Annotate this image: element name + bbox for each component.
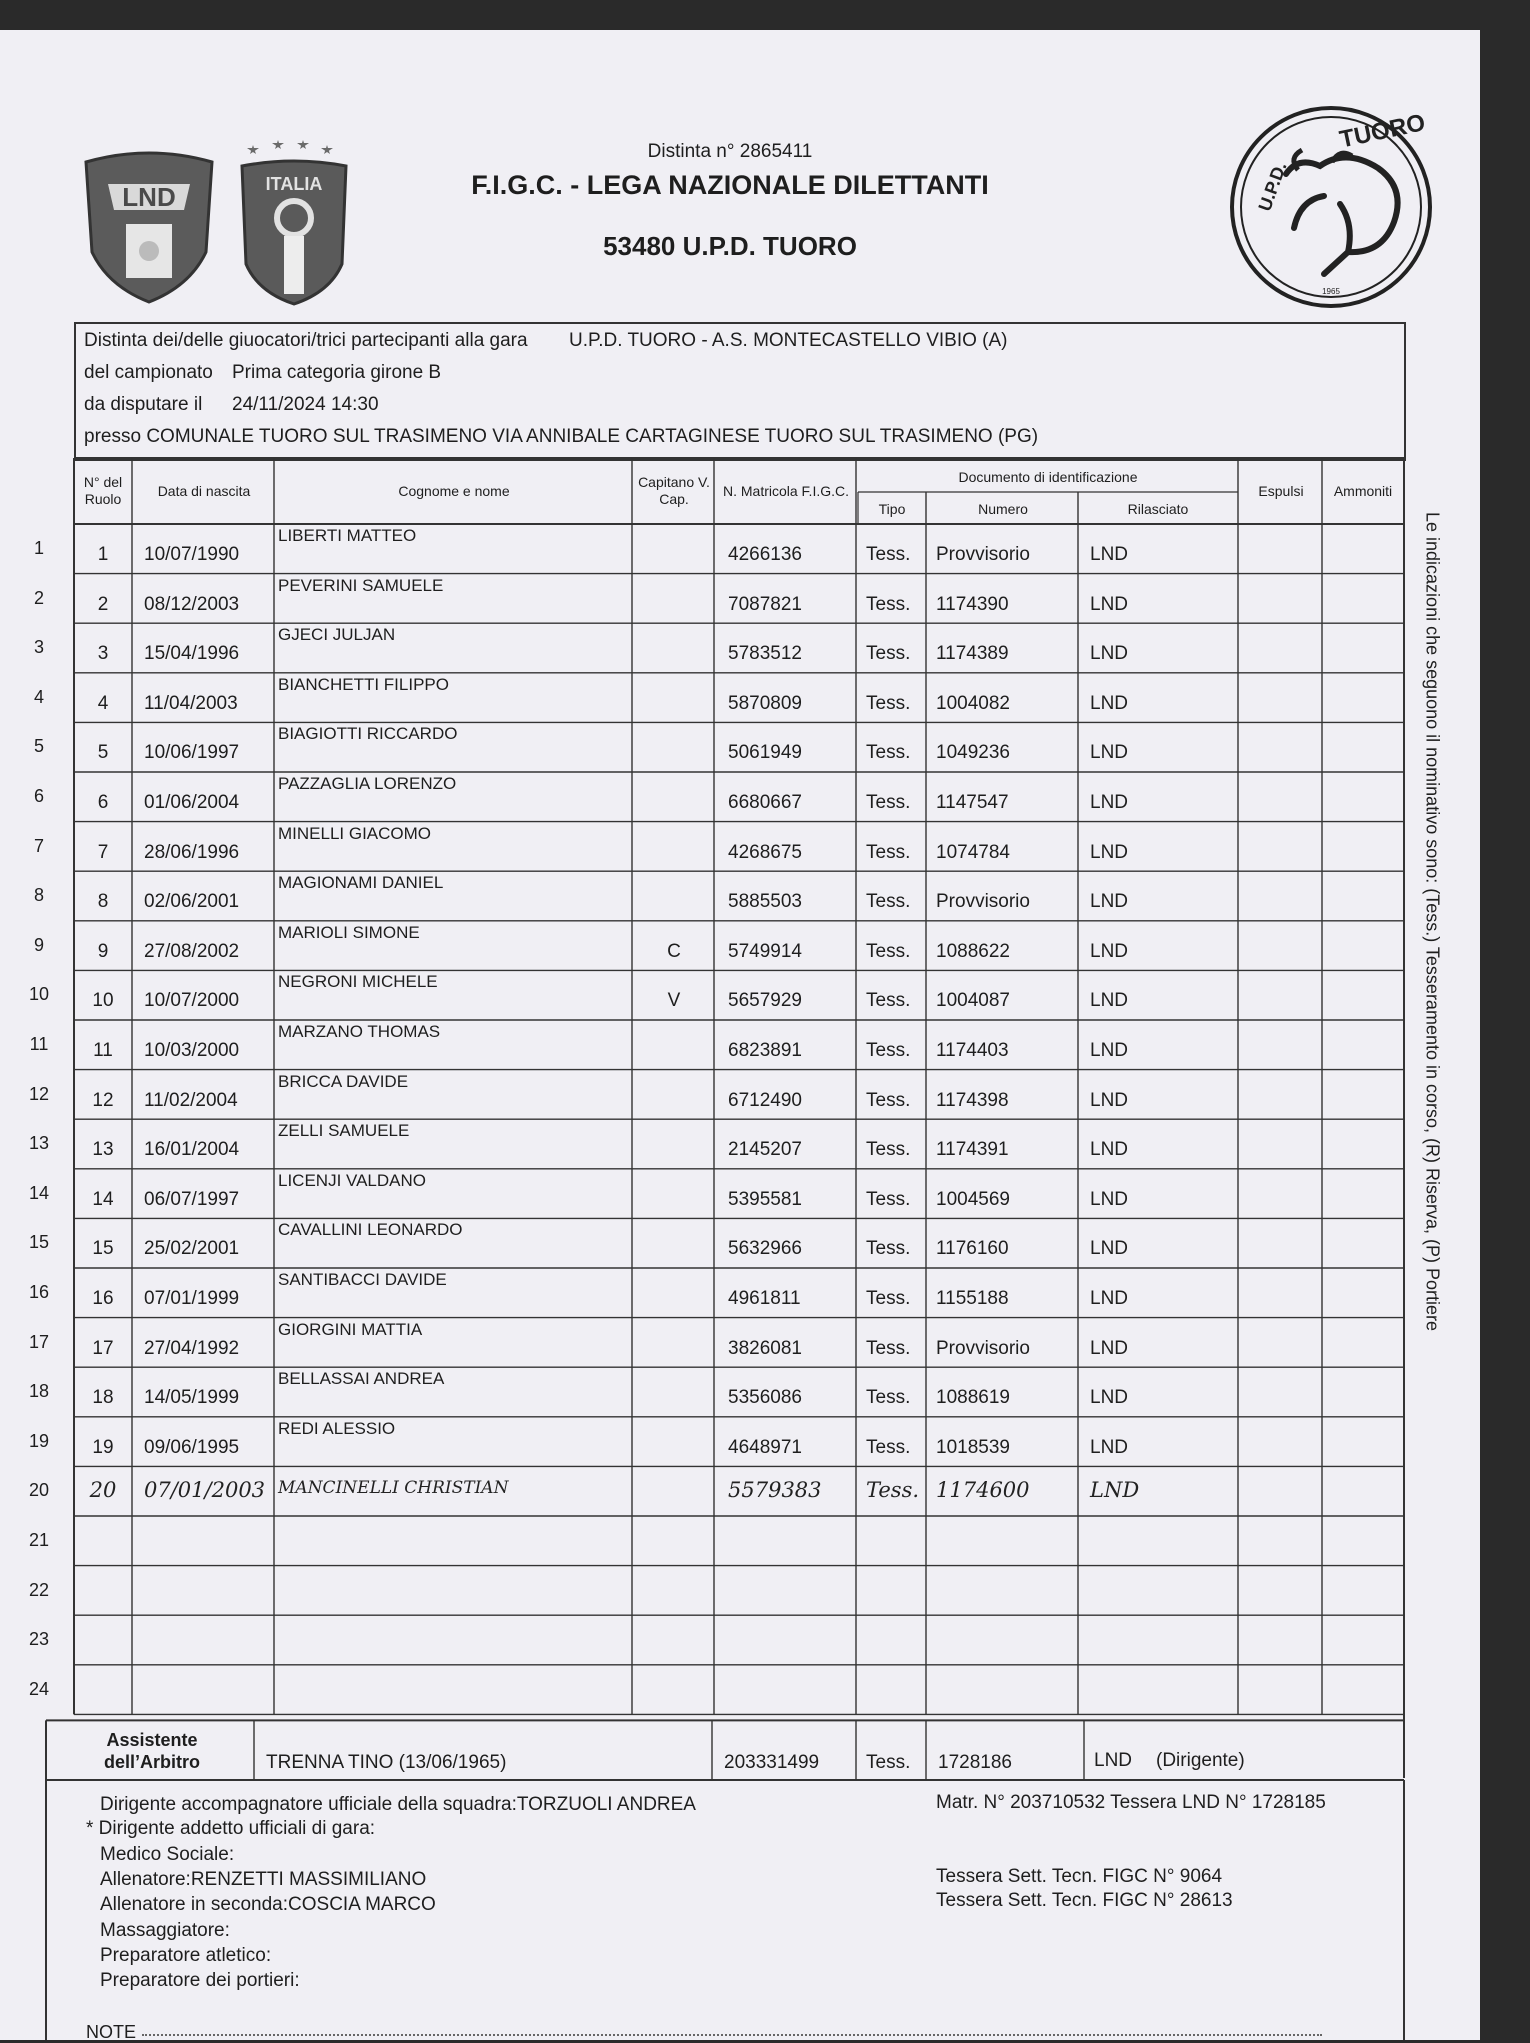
player-ruolo: 3 <box>97 643 109 665</box>
player-nome: ZELLI SAMUELE <box>278 1121 410 1141</box>
player-numero: 1004087 <box>936 990 1010 1012</box>
row-number: 7 <box>33 835 44 856</box>
player-matricola: 5061949 <box>728 742 802 764</box>
player-nome: BIAGIOTTI RICCARDO <box>278 724 458 744</box>
player-numero: 1147547 <box>936 792 1009 813</box>
allenatore-seconda-id: Tessera Sett. Tecn. FIGC N° 28613 <box>936 1890 1233 1911</box>
player-rilasciato: LND <box>1090 593 1129 615</box>
player-nome: PEVERINI SAMUELE <box>278 575 444 595</box>
col-header-rilasciato: Rilasciato <box>1127 500 1189 517</box>
player-nascita: 28/06/1996 <box>144 841 240 863</box>
player-tipo: Tess. <box>866 792 911 813</box>
player-nome: BELLASSAI ANDREA <box>278 1369 445 1389</box>
player-nascita: 08/12/2003 <box>144 593 240 615</box>
row-number: 9 <box>33 934 44 955</box>
player-nome: MINELLI GIACOMO <box>278 823 432 843</box>
player-rilasciato: LND <box>1090 643 1129 665</box>
player-ruolo: 19 <box>92 1436 114 1458</box>
row-number: 2 <box>33 587 44 608</box>
player-tipo: Tess. <box>866 891 911 913</box>
player-numero: 1004082 <box>936 692 1010 714</box>
col-header-ammoniti: Ammoniti <box>1333 482 1393 499</box>
player-nascita: 15/04/1996 <box>144 643 240 665</box>
player-numero: 1004569 <box>936 1188 1010 1210</box>
player-tipo: Tess. <box>866 940 911 962</box>
player-nascita: 27/04/1992 <box>144 1337 240 1359</box>
row-number: 21 <box>28 1530 50 1550</box>
player-tipo: Tess. <box>866 692 911 714</box>
player-numero: 1174600 <box>936 1478 1030 1503</box>
player-matricola: 5870809 <box>728 692 802 714</box>
player-matricola: 5783512 <box>728 643 802 665</box>
tuoro-logo-year: 1965 <box>1322 287 1340 296</box>
col-header-nascita: Data di nascita <box>157 482 251 499</box>
player-matricola: 3826081 <box>728 1337 802 1359</box>
player-tipo: Tess. <box>866 742 911 764</box>
player-rilasciato: LND <box>1090 841 1129 863</box>
player-nascita: 10/07/2000 <box>144 990 240 1012</box>
row-number: 12 <box>28 1083 50 1104</box>
player-rilasciato: LND <box>1090 692 1129 714</box>
player-numero: Provvisorio <box>936 891 1030 913</box>
medico-sociale: Medico Sociale: <box>100 1844 235 1865</box>
player-nascita: 10/06/1997 <box>144 742 240 764</box>
tuoro-logo-ring-text: U.P.D. <box>1254 159 1291 214</box>
player-ruolo: 18 <box>92 1387 114 1409</box>
player-nascita: 09/06/1995 <box>144 1436 240 1458</box>
player-nascita: 14/05/1999 <box>144 1387 240 1409</box>
club-title: 53480 U.P.D. TUORO <box>603 231 857 261</box>
col-header-documento: Documento di identificazione <box>958 468 1138 485</box>
player-nascita: 25/02/2001 <box>144 1238 240 1260</box>
player-tipo: Tess. <box>866 1238 911 1260</box>
player-ruolo: 14 <box>92 1188 114 1210</box>
player-nome: PAZZAGLIA LORENZO <box>278 774 457 793</box>
player-tipo: Tess. <box>866 1188 911 1210</box>
player-nascita: 10/03/2000 <box>144 1040 240 1061</box>
player-numero: 1174403 <box>936 1040 1009 1061</box>
player-rilasciato: LND <box>1090 1387 1129 1409</box>
player-tipo: Tess. <box>866 643 911 665</box>
player-tipo: Tess. <box>866 841 911 863</box>
player-numero: 1018539 <box>936 1436 1010 1458</box>
row-number: 11 <box>29 1034 49 1054</box>
player-nascita: 01/06/2004 <box>144 792 240 813</box>
col-header-espulsi: Espulsi <box>1258 482 1304 499</box>
row-number: 19 <box>28 1430 50 1451</box>
row-number: 3 <box>33 637 44 658</box>
player-rilasciato: LND <box>1090 1188 1129 1210</box>
player-rilasciato: LND <box>1090 1089 1129 1111</box>
player-rilasciato: LND <box>1090 544 1129 565</box>
player-matricola: 5395581 <box>728 1188 802 1210</box>
row-number: 13 <box>28 1133 50 1154</box>
player-nome: LICENJI VALDANO <box>278 1170 427 1190</box>
player-numero: 1074784 <box>936 841 1010 863</box>
allenatore-id: Tessera Sett. Tecn. FIGC N° 9064 <box>936 1866 1223 1887</box>
player-matricola: 5885503 <box>728 891 802 913</box>
player-nascita: 02/06/2001 <box>144 891 240 913</box>
player-rilasciato: LND <box>1090 891 1129 913</box>
player-rilasciato: LND <box>1090 990 1129 1012</box>
player-matricola: 6680667 <box>728 792 802 813</box>
player-nascita: 07/01/1999 <box>144 1288 240 1309</box>
player-matricola: 5356086 <box>728 1387 802 1409</box>
assistant-name: TRENNA TINO (13/06/1965) <box>266 1752 507 1773</box>
row-number: 22 <box>28 1579 50 1600</box>
player-nome: BRICCA DAVIDE <box>278 1071 409 1091</box>
player-cap: C <box>667 940 681 962</box>
player-matricola: 4266136 <box>728 544 802 565</box>
player-matricola: 7087821 <box>728 593 802 615</box>
row-number: 18 <box>28 1381 50 1402</box>
player-ruolo: 12 <box>92 1089 114 1111</box>
row-number: 23 <box>28 1629 50 1650</box>
assistant-rilasciato: LND <box>1094 1750 1133 1771</box>
massaggiatore: Massaggiatore: <box>100 1920 230 1941</box>
player-ruolo: 20 <box>89 1478 117 1503</box>
col-header-numero: Numero <box>978 500 1028 517</box>
player-nome: BIANCHETTI FILIPPO <box>278 674 449 694</box>
assistant-label: Assistente dell’Arbitro <box>103 1730 200 1772</box>
side-note-text: Le indicazioni che seguono il nominativo sono: (Tess.) Tesseramento in corso, (R) Riserva, (P) Portiere <box>1422 512 1443 1332</box>
player-matricola: 5632966 <box>728 1238 802 1260</box>
player-numero: 1049236 <box>936 742 1010 764</box>
federation-title: F.I.G.C. - LEGA NAZIONALE DILETTANTI <box>471 170 989 200</box>
player-ruolo: 6 <box>97 792 109 813</box>
player-ruolo: 13 <box>92 1139 114 1161</box>
player-tipo: Tess. <box>866 990 911 1012</box>
player-nascita: 27/08/2002 <box>144 940 240 962</box>
player-rilasciato: LND <box>1090 1139 1129 1161</box>
player-rilasciato: LND <box>1090 1478 1140 1503</box>
player-ruolo: 16 <box>92 1288 114 1309</box>
player-tipo: Tess. <box>866 1337 911 1359</box>
preparatore-atletico: Preparatore atletico: <box>100 1945 272 1966</box>
player-rilasciato: LND <box>1090 1436 1129 1458</box>
row-number: 17 <box>28 1331 50 1352</box>
match-teams: U.P.D. TUORO - A.S. MONTECASTELLO VIBIO (A) <box>569 330 1008 351</box>
player-nome: NEGRONI MICHELE <box>278 972 438 992</box>
championship-label: del campionato <box>84 362 213 383</box>
player-cap: V <box>667 990 681 1012</box>
assistant-numero: 1728186 <box>938 1752 1012 1773</box>
player-ruolo: 1 <box>97 544 109 565</box>
player-ruolo: 10 <box>92 990 114 1012</box>
player-tipo: Tess. <box>866 593 911 615</box>
player-numero: 1155188 <box>936 1288 1009 1309</box>
player-tipo: Tess. <box>866 544 911 565</box>
row-number: 24 <box>28 1678 50 1699</box>
player-tipo: Tess. <box>866 1436 911 1458</box>
player-matricola: 2145207 <box>728 1139 802 1161</box>
player-numero: Provvisorio <box>936 1337 1030 1359</box>
player-tipo: Tess. <box>866 1288 911 1309</box>
date-label: da disputare il <box>84 394 203 415</box>
player-nome: MARIOLI SIMONE <box>278 922 420 942</box>
player-ruolo: 11 <box>93 1040 113 1061</box>
player-nome: REDI ALESSIO <box>278 1418 396 1438</box>
player-nome: MANCINELLI CHRISTIAN <box>278 1478 509 1499</box>
player-numero: 1176160 <box>936 1238 1009 1260</box>
player-ruolo: 17 <box>92 1337 114 1359</box>
player-rilasciato: LND <box>1090 1238 1129 1260</box>
row-number: 4 <box>33 686 44 707</box>
player-nome: LIBERTI MATTEO <box>278 526 417 545</box>
player-matricola: 6823891 <box>728 1040 802 1061</box>
lnd-logo-text: LND <box>122 182 176 212</box>
player-tipo: Tess. <box>866 1387 911 1409</box>
player-matricola: 4961811 <box>728 1288 801 1309</box>
player-nascita: 16/01/2004 <box>144 1139 240 1161</box>
player-rilasciato: LND <box>1090 940 1129 962</box>
assistant-matricola: 203331499 <box>724 1752 820 1773</box>
player-ruolo: 2 <box>97 593 109 615</box>
col-header-capitano: Capitano V. Cap. <box>638 474 710 507</box>
row-number: 15 <box>28 1232 50 1253</box>
player-ruolo: 8 <box>97 891 109 913</box>
player-numero: 1174389 <box>936 643 1009 665</box>
col-header-matricola: N. Matricola F.I.G.C. <box>722 482 850 499</box>
tuoro-logo-text: TUORO <box>1337 109 1428 154</box>
col-header-ruolo: N° del Ruolo <box>83 474 123 507</box>
row-number: 16 <box>28 1282 50 1302</box>
side-note <box>1412 462 1452 1382</box>
player-nascita: 07/01/2003 <box>144 1478 266 1503</box>
player-numero: 1088619 <box>936 1387 1010 1409</box>
players-label: Distinta dei/delle giuocatori/trici partecipanti alla gara <box>84 330 528 351</box>
player-nascita: 11/04/2003 <box>144 692 238 714</box>
player-tipo: Tess. <box>866 1040 911 1061</box>
dirigente-addetto: * Dirigente addetto ufficiali di gara: <box>86 1818 376 1839</box>
player-matricola: 5579383 <box>728 1478 822 1503</box>
player-nome: SANTIBACCI DAVIDE <box>278 1270 447 1289</box>
dirigente-accompagnatore-id: Matr. N° 203710532 Tessera LND N° 1728185 <box>936 1792 1326 1813</box>
player-tipo: Tess. <box>866 1089 911 1111</box>
allenatore: Allenatore:RENZETTI MASSIMILIANO <box>100 1869 427 1890</box>
player-nome: MARZANO THOMAS <box>278 1022 441 1041</box>
player-numero: 1174390 <box>936 593 1009 615</box>
distinta-number: Distinta n° 2865411 <box>647 141 813 162</box>
player-nome: GIORGINI MATTIA <box>278 1319 423 1339</box>
player-matricola: 5657929 <box>728 990 802 1012</box>
player-numero: 1088622 <box>936 940 1010 962</box>
note-dotted-line <box>142 2034 1322 2036</box>
player-nascita: 10/07/1990 <box>144 544 240 565</box>
assistant-tipo: Tess. <box>866 1752 911 1773</box>
row-number: 5 <box>33 736 44 757</box>
player-tipo: Tess. <box>866 1478 920 1503</box>
match-date: 24/11/2024 14:30 <box>232 394 379 415</box>
player-ruolo: 4 <box>97 692 109 714</box>
player-matricola: 5749914 <box>728 940 802 962</box>
player-rilasciato: LND <box>1090 1337 1129 1359</box>
championship-value: Prima categoria girone B <box>232 362 442 383</box>
preparatore-portieri: Preparatore dei portieri: <box>100 1970 300 1991</box>
player-nascita: 06/07/1997 <box>144 1188 240 1210</box>
player-numero: Provvisorio <box>936 544 1030 565</box>
col-header-tipo: Tipo <box>878 500 906 517</box>
venue-label: presso <box>84 426 142 447</box>
player-rilasciato: LND <box>1090 792 1129 813</box>
player-ruolo: 15 <box>92 1238 114 1260</box>
row-number: 1 <box>33 538 44 558</box>
player-tipo: Tess. <box>866 1139 911 1161</box>
venue-value: COMUNALE TUORO SUL TRASIMENO VIA ANNIBALE CARTAGINESE TUORO SUL TRASIMENO (PG) <box>146 426 1039 447</box>
allenatore-seconda: Allenatore in seconda:COSCIA MARCO <box>100 1894 436 1915</box>
col-header-nome: Cognome e nome <box>398 482 510 499</box>
player-rilasciato: LND <box>1090 1288 1129 1309</box>
dirigente-accompagnatore: Dirigente accompagnatore ufficiale della squadra:TORZUOLI ANDREA <box>100 1794 696 1815</box>
player-ruolo: 5 <box>97 742 109 764</box>
player-nome: MAGIONAMI DANIEL <box>278 873 444 893</box>
player-ruolo: 7 <box>97 841 109 863</box>
player-matricola: 4268675 <box>728 841 802 863</box>
player-rilasciato: LND <box>1090 742 1129 764</box>
player-nome: GJECI JULJAN <box>278 625 396 645</box>
player-ruolo: 9 <box>97 940 109 962</box>
row-number: 8 <box>33 885 44 906</box>
row-number: 20 <box>28 1480 50 1501</box>
assistant-role: (Dirigente) <box>1156 1750 1245 1771</box>
player-numero: 1174391 <box>936 1139 1009 1161</box>
italia-logo-text: ITALIA <box>265 174 323 194</box>
player-matricola: 4648971 <box>728 1436 802 1458</box>
player-matricola: 6712490 <box>728 1089 802 1111</box>
player-rilasciato: LND <box>1090 1040 1129 1061</box>
player-nome: CAVALLINI LEONARDO <box>278 1220 463 1240</box>
player-numero: 1174398 <box>936 1089 1009 1111</box>
row-number: 10 <box>28 984 50 1005</box>
player-nascita: 11/02/2004 <box>144 1089 238 1111</box>
row-number: 6 <box>33 786 44 806</box>
row-number: 14 <box>28 1182 50 1203</box>
note-label: NOTE <box>86 2022 137 2042</box>
